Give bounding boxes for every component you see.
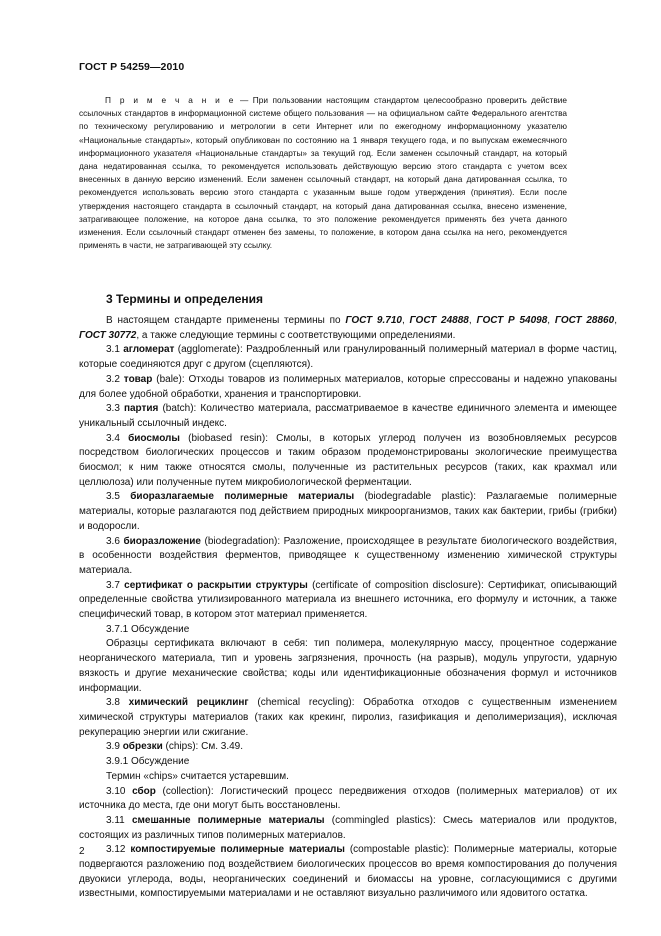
term-entry <box>79 343 617 372</box>
term-definition: (certificate of composition disclosure): Сертификат, описывающий определенные свойства утилизированного материала из внешнего источника, его формулу и источник, а также специфический товар, в котором этот материал применяется. <box>79 579 617 621</box>
term-number: 3.11 <box>106 814 132 826</box>
term-number: 3.12 <box>106 844 131 856</box>
term-name: смешанные полимерные материалы <box>131 814 325 826</box>
term-definition: (biodegradable plastic): Разлагаемые полимерные материалы, которые разлагаются под действием природных микроорганизмов, таких как бактерии, грибы (грибки) и водоросли. <box>79 491 617 532</box>
term-number: 3.8 <box>106 697 129 709</box>
term-definition: (commingled plastics): Смесь материалов или продуктов, состоящих из различных типов полимерных материалов. <box>79 814 618 841</box>
term-number: 3.9 <box>106 741 123 753</box>
section-title: 3 Термины и определения <box>106 292 264 306</box>
term-entry <box>79 535 617 579</box>
note-text: — При пользовании настоящим стандартом целесообразно проверить действие ссылочных стандартов в информационной системе общего пользования — на официальном сайте Федерального агентства по техническому регулированию и метрологии в сети Интернет или по ежегодному информационному указателю «Национальные стандарты», который опубликован по состоянию на 1 января текущего года, и по выпускам ежемесячного информационного указателя «Национальные стандарты» за текущий год. Если заменен ссылочный стандарт, на который дана недатированная ссылка, то рекомендуется использовать действующую версию этого стандарта с учетом всех внесенных в данную версию изменений. Если заменен ссылочный стандарт, на который дана датированная ссылка, то рекомендуется использовать версию этого стандарта с указанным выше годом утверждения (принятия). Если после утверждения настоящего стандарта в ссылочный стандарт, на который дана датированная ссылка, внесено изменение, затрагивающее положение, на которое дана ссылка, то это положение рекомендуется применять без учета данного изменения. Если ссылочный стандарт отменен без замены, то положение, в котором дана ссылка на него, рекомендуется применять в части, не затрагивающей эту ссылку. <box>79 95 567 251</box>
term-number: 3.4 <box>106 432 129 444</box>
term-name: партия <box>123 403 159 415</box>
term-number: 3.2 <box>106 373 124 385</box>
intro-paragraph: В настоящем стандарте применены термины по ГОСТ 9.710, ГОСТ 24888, ГОСТ Р 54098, ГОСТ 28860, ГОСТ 30772, а также следующие термины с соответствующими определениями. <box>79 315 617 341</box>
term-number: 3.3 <box>106 403 124 415</box>
terms-content <box>79 314 617 902</box>
term-name: сбор <box>132 785 156 797</box>
standard-ref: ГОСТ 24888 <box>409 315 469 326</box>
term-entry <box>79 432 617 491</box>
term-definition: (agglomerate): Раздробленный или гранулированный полимерный материал в форме частиц, которые соединяются друг с другом (сцепляются). <box>79 344 617 371</box>
standard-ref: ГОСТ 30772 <box>79 329 137 341</box>
term-entry <box>79 490 617 534</box>
note-label: П р и м е ч а н и е <box>105 95 236 105</box>
term-definition: (compostable plastic): Полимерные материалы, которые подвергаются разложению под воздействием биологических процессов во время компостирования до получения двуокиси углерода, воды, неорганических соединений и биомассы на уровне, согласующимися с другими известными, компостируемыми материалами и не оставляют визуально различимого или ядовитого остатка. <box>79 844 617 900</box>
term-number: 3.7 <box>106 579 125 591</box>
term-number: 3.10 <box>106 785 133 797</box>
page-number: 2 <box>79 846 85 857</box>
discussion-heading: 3.9.1 Обсуждение <box>106 756 190 768</box>
term-entry <box>79 696 617 740</box>
discussion-text: Термин «chips» считается устаревшим. <box>106 770 289 782</box>
term-number: 3.1 <box>106 344 124 356</box>
term-entry <box>79 740 617 755</box>
term-definition: (collection): Логистический процесс передвижения отходов (полимерных материалов) от их источника до места, где они могут быть восстановлены. <box>79 785 617 812</box>
term-definition: (bale): Отходы товаров из полимерных материалов, которые спрессованы и надежно упакованы для более удобной обработки, хранения и транспортировки. <box>79 373 617 400</box>
discussion-heading: 3.7.1 Обсуждение <box>106 623 190 635</box>
term-entry <box>79 814 617 843</box>
term-definition: (biodegradation): Разложение, происходящее в результате биологического воздействия, в особенности воздействия ферментов, приводящее к существенному изменению химической структуры материала. <box>79 535 618 576</box>
term-name: товар <box>123 373 153 385</box>
term-name: компостируемые полимерные материалы <box>130 844 345 856</box>
document-header: ГОСТ Р 54259—2010 <box>79 61 185 73</box>
standard-ref: ГОСТ Р 54098 <box>476 315 548 326</box>
term-name: обрезки <box>122 741 163 753</box>
term-entry <box>79 579 617 623</box>
standard-ref: ГОСТ 9.710 <box>345 315 402 326</box>
term-definition: (batch): Количество материала, рассматриваемое в качестве единичного элемента и имеющее уникальный ссылочный индекс. <box>79 403 617 429</box>
term-name: биоразлагаемые полимерные материалы <box>130 491 355 503</box>
standard-ref: ГОСТ 28860 <box>554 315 615 326</box>
term-entry <box>79 785 617 814</box>
term-number: 3.5 <box>106 491 131 503</box>
term-name: химический рециклинг <box>128 697 249 709</box>
term-entry <box>79 843 617 902</box>
discussion-text: Образцы сертификата включают в себя: тип полимера, молекулярную массу, процентное содержание неорганического материала, тип и уровень загрязнения, прочность (на разрыв), модуль упругости, ударную вязкость и другие механические свойства; коды или идентификационные обозначения формул и источников информации. <box>79 638 617 694</box>
term-entry <box>79 373 617 402</box>
term-name: агломерат <box>123 344 175 356</box>
term-definition: (chips): См. 3.49. <box>162 741 243 753</box>
term-number: 3.6 <box>106 535 124 547</box>
reference-note <box>79 94 567 252</box>
term-name: биоразложение <box>123 535 201 547</box>
term-entry <box>79 402 617 431</box>
term-name: биосмолы <box>128 432 180 444</box>
term-definition: (biobased resin): Смолы, в которых углерод получен из возобновляемых ресурсов посредством биологических процессов и таким образом продемонстрированы экологические преимущества биосмол; к ним также относятся смолы, полученные из растительных ресурсов (таких, как крахмал или целлюлоза) или полученные путем микробиологической ферментации. <box>79 432 617 488</box>
term-definition: (chemical recycling): Обработка отходов с существенным изменением химической структуры материалов (таких как крекинг, пиролиз, газификация и деполимеризация), исключая рекуперацию энергии или сжигание. <box>79 697 617 738</box>
term-name: сертификат о раскрытии структуры <box>124 579 308 591</box>
